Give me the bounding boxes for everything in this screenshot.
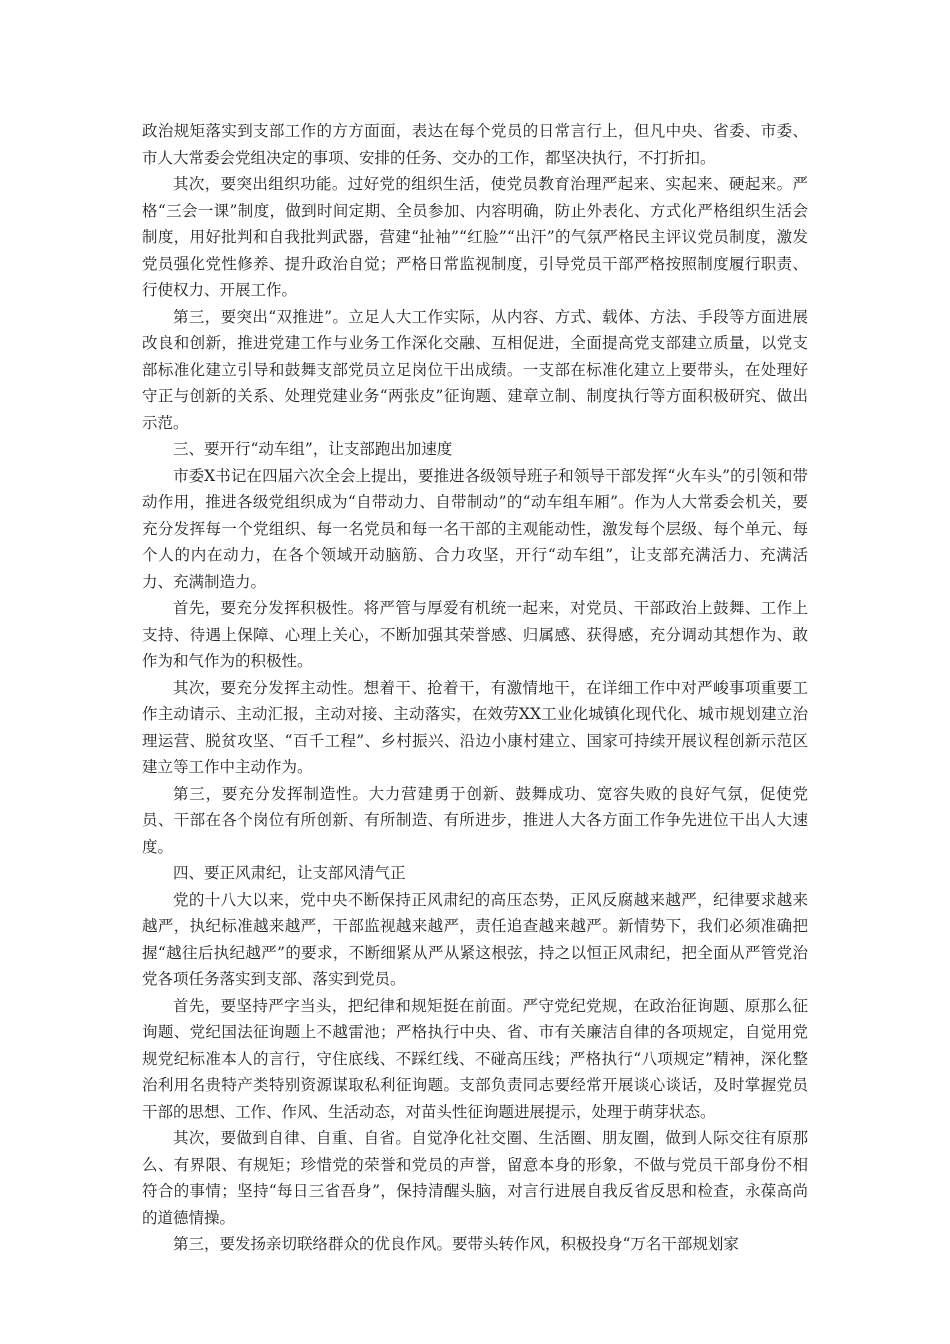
paragraph: 第三，要发扬亲切联络群众的优良作风。要带头转作风，积极投身“万名干部规划家 xyxy=(173,1235,739,1253)
paragraph: 第三，要充分发挥制造性。大力营建勇于创新、鼓舞成功、宽容失败的良好气氛，促使党员、干部在各个岗位有所创新、有所制造、有所进步，推进人大各方面工作争先进位干出人大速度。 xyxy=(142,784,808,856)
paragraph: 第三，要突出“双推进”。立足人大工作实际，从内容、方式、载体、方法、手段等方面进展改良和创新，推进党建工作与业务工作深化交融、互相促进，全面提高党支部建立质量，以党支部标准化建立引导和鼓舞支部党员立足岗位干出成绩。一支部在标准化建立上要带头，在处理好守正与创新的关系、处理党建业务“两张皮”征询题、建章立制、制度执行等方面积极研究、做出示范。 xyxy=(142,307,808,432)
paragraph: 市委X书记在四届六次全会上提出，要推进各级领导班子和领导干部发挥“火车头”的引领和带动作用，推进各级党组织成为“自带动力、自带制动”的“动车组车厢”。作为人大常委会机关，要充分发挥每一个党组织、每一名党员和每一名干部的主观能动性，激发每个层级、每个单元、每个人的内在动力，在各个领域开动脑筋、合力攻坚，开行“动车组”，让支部充满活力、充满活力、充满制造力。 xyxy=(142,466,808,591)
paragraph: 党的十八大以来，党中央不断保持正风肃纪的高压态势，正风反腐越来越严，纪律要求越来越严，执纪标准越来越严，干部监视越来越严，责任追查越来越严。新情势下，我们必须准确把握“越往后执纪越严”的要求，不断细紧从严从紧这根弦，持之以恒正风肃纪，把全面从严管党治党各项任务落实到支部、落实到党员。 xyxy=(142,890,808,988)
paragraph: 其次，要充分发挥主动性。想着干、抢着干，有激情地干，在详细工作中对严峻事项重要工作主动请示、主动汇报，主动对接、主动落实，在效劳XX工业化城镇化现代化、城市规划建立治理运营、脱贫攻坚、“百千工程”、乡村振兴、沿边小康村建立、国家可持续开展议程创新示范区建立等工作中主动作为。 xyxy=(142,678,808,776)
paragraph: 首先，要充分发挥积极性。将严管与厚爱有机统一起来，对党员、干部政治上鼓舞、工作上支持、待遇上保障、心理上关心，不断加强其荣誉感、归属感、获得感，充分调动其想作为、敢作为和气作为的积极性。 xyxy=(142,599,808,670)
document-body xyxy=(142,118,808,1258)
paragraph: 其次，要做到自律、自重、自省。自觉净化社交圈、生活圈、朋友圈，做到人际交往有原那么、有界限、有规矩；珍惜党的荣誉和党员的声誉，留意本身的形象，不做与党员干部身份不相符合的事情；坚持“每日三省吾身”，保持清醒头脑，对言行进展自我反省反思和检查，永葆高尚的道德情操。 xyxy=(142,1129,808,1227)
paragraph-continuation: 政治规矩落实到支部工作的方方面面，表达在每个党员的日常言行上，但凡中央、省委、市委、市人大常委会党组决定的事项、安排的任务、交办的工作，都坚决执行，不打折扣。 xyxy=(142,122,808,167)
paragraph: 首先，要坚持严字当头，把纪律和规矩挺在前面。严守党纪党规，在政治征询题、原那么征询题、党纪国法征询题上不越雷池；严格执行中央、省、市有关廉洁自律的各项规定，自觉用党规党纪标准本人的言行，守住底线、不踩红线、不碰高压线；严格执行“八项规定”精神，深化整治利用名贵特产类特别资源谋取私利征询题。支部负责同志要经常开展谈心谈话，及时掌握党员干部的思想、工作、作风、生活动态，对苗头性征询题进展提示，处理于萌芽状态。 xyxy=(142,996,808,1121)
section-heading: 四、要正风肃纪，让支部风清气正 xyxy=(173,864,406,882)
paragraph: 其次，要突出组织功能。过好党的组织生活，使党员教育治理严起来、实起来、硬起来。严格“三会一课”制度，做到时间定期、全员参加、内容明确，防止外表化、方式化严格组织生活会制度，用好批判和自我批判武器，营建“扯袖”“红脸”“出汗”的气氛严格民主评议党员制度，激发党员强化党性修养、提升政治自觉；严格日常监视制度，引导党员干部严格按照制度履行职责、行使权力、开展工作。 xyxy=(142,175,808,299)
section-heading: 三、要开行“动车组”，让支部跑出加速度 xyxy=(173,440,453,458)
